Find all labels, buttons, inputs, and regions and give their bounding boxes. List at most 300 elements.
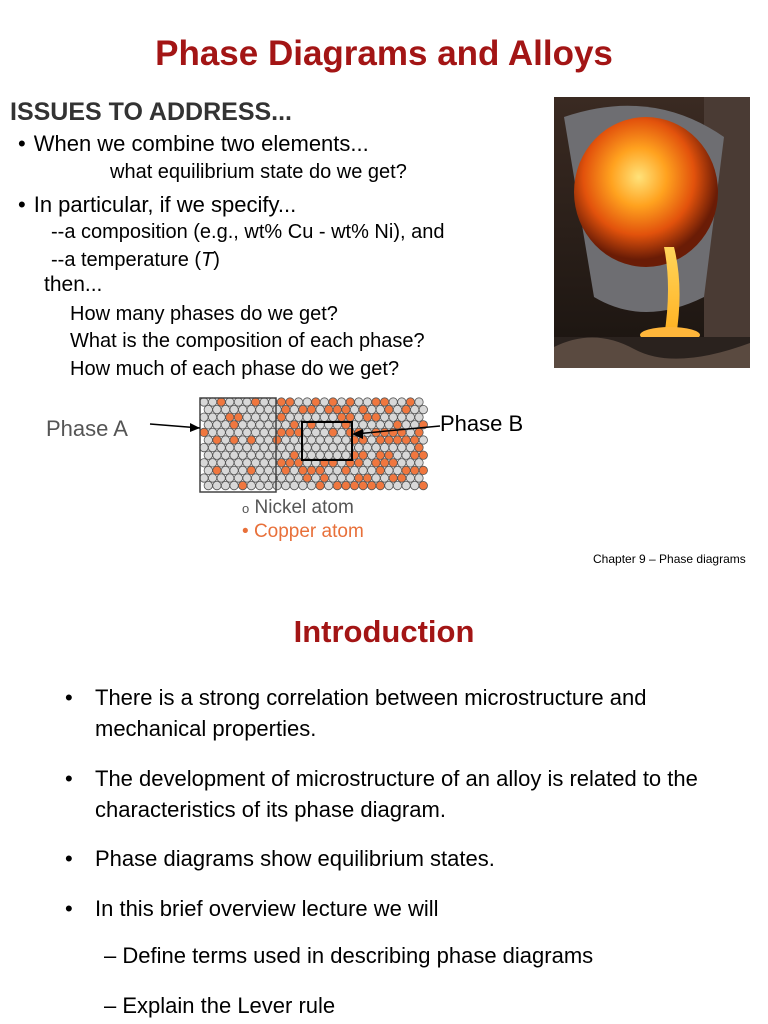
nickel-atom: [251, 443, 259, 451]
nickel-atom: [221, 481, 229, 489]
nickel-atom: [243, 413, 251, 421]
copper-atom: [316, 466, 324, 474]
nickel-atom: [256, 405, 264, 413]
copper-atom: [299, 466, 307, 474]
copper-atom: [226, 413, 234, 421]
copper-atom: [213, 466, 221, 474]
nickel-atom: [256, 451, 264, 459]
nickel-atom: [239, 466, 247, 474]
copper-atom: [200, 428, 208, 436]
nickel-atom: [290, 466, 298, 474]
nickel-atom: [350, 405, 358, 413]
copper-atom: [290, 421, 298, 429]
copper-atom: [329, 428, 337, 436]
copper-marker-icon: •: [242, 521, 249, 542]
copper-atom: [303, 474, 311, 482]
copper-atom: [282, 466, 290, 474]
nickel-atom: [260, 413, 268, 421]
nickel-atom: [208, 398, 216, 406]
nickel-atom: [221, 421, 229, 429]
bullet-specify: • In particular, if we specify...: [18, 192, 296, 218]
intro-bullet-text: The development of microstructure of an alloy is related to the characteristics of its phase diagram.: [95, 766, 698, 822]
nickel-atom: [380, 474, 388, 482]
copper-atom: [419, 481, 427, 489]
nickel-atom: [376, 405, 384, 413]
copper-atom: [406, 398, 414, 406]
copper-atom: [217, 398, 225, 406]
copper-atom: [355, 474, 363, 482]
copper-atom: [350, 481, 358, 489]
nickel-atom: [389, 398, 397, 406]
sub-item-text: Define terms used in describing phase diagrams: [122, 943, 594, 968]
nickel-atom: [411, 405, 419, 413]
nickel-atom: [243, 398, 251, 406]
nickel-atom: [256, 421, 264, 429]
nickel-atom: [208, 474, 216, 482]
nickel-atom: [372, 474, 380, 482]
nickel-atom: [376, 421, 384, 429]
nickel-atom: [273, 451, 281, 459]
copper-atom: [402, 405, 410, 413]
nickel-atom: [200, 398, 208, 406]
copper-atom: [337, 413, 345, 421]
slide-title: Phase Diagrams and Alloys: [155, 34, 613, 73]
nickel-atom: [264, 405, 272, 413]
nickel-atom: [273, 421, 281, 429]
bullet-dot-icon: •: [65, 685, 73, 710]
nickel-atom: [359, 421, 367, 429]
nickel-atom: [406, 413, 414, 421]
nickel-atom: [342, 436, 350, 444]
bullet-dot-icon: •: [65, 896, 73, 921]
copper-atom: [380, 459, 388, 467]
nickel-atom: [264, 466, 272, 474]
bullet-combine-elements: • When we combine two elements...: [18, 131, 369, 157]
nickel-atom: [320, 413, 328, 421]
nickel-atom: [247, 451, 255, 459]
nickel-atom: [346, 474, 354, 482]
copper-atom: [333, 481, 341, 489]
nickel-atom: [230, 451, 238, 459]
nickel-atom: [239, 405, 247, 413]
nickel-atom: [380, 443, 388, 451]
nickel-atom: [333, 451, 341, 459]
nickel-atom: [368, 421, 376, 429]
copper-atom: [415, 428, 423, 436]
nickel-atom: [213, 421, 221, 429]
nickel-atom: [290, 405, 298, 413]
nickel-atom: [368, 466, 376, 474]
nickel-atom: [350, 466, 358, 474]
copper-atom: [282, 405, 290, 413]
legend-nickel-label: Nickel atom: [254, 497, 354, 518]
nickel-atom: [226, 398, 234, 406]
nickel-atom: [282, 421, 290, 429]
copper-atom: [290, 451, 298, 459]
molten-metal-photo: [554, 97, 750, 368]
copper-atom: [372, 459, 380, 467]
nickel-atom: [355, 398, 363, 406]
nickel-atom: [277, 443, 285, 451]
copper-atom: [380, 398, 388, 406]
copper-atom: [273, 436, 281, 444]
phase-a-label: Phase A: [46, 416, 128, 441]
nickel-atom: [273, 405, 281, 413]
bullet-dot-icon: •: [65, 846, 73, 871]
copper-atom: [398, 474, 406, 482]
nickel-atom: [337, 474, 345, 482]
nickel-atom: [329, 443, 337, 451]
nickel-atom: [221, 466, 229, 474]
nickel-atom: [312, 428, 320, 436]
nickel-atom: [204, 421, 212, 429]
nickel-atom: [234, 428, 242, 436]
nickel-atom: [393, 451, 401, 459]
bullet-temperature: [51, 249, 220, 272]
nickel-atom: [316, 436, 324, 444]
nickel-atom: [320, 443, 328, 451]
intro-bullet-text: There is a strong correlation between microstructure and mechanical properties.: [95, 685, 647, 741]
nickel-atom: [247, 421, 255, 429]
footer-chapter: Chapter 9 – Phase diagrams: [593, 552, 746, 566]
nickel-atom: [316, 451, 324, 459]
nickel-atom: [368, 451, 376, 459]
copper-atom: [277, 428, 285, 436]
nickel-atom: [230, 481, 238, 489]
nickel-atom: [333, 436, 341, 444]
nickel-atom: [325, 481, 333, 489]
nickel-atom: [264, 481, 272, 489]
nickel-atom: [273, 481, 281, 489]
issues-heading: ISSUES TO ADDRESS...: [10, 98, 293, 126]
nickel-atom: [264, 421, 272, 429]
nickel-atom: [200, 413, 208, 421]
nickel-atom: [406, 474, 414, 482]
copper-atom: [376, 436, 384, 444]
nickel-atom: [355, 443, 363, 451]
nickel-atom: [393, 405, 401, 413]
copper-atom: [402, 466, 410, 474]
nickel-atom: [312, 474, 320, 482]
copper-atom: [307, 405, 315, 413]
nickel-atom: [286, 413, 294, 421]
nickel-atom: [303, 428, 311, 436]
nickel-atom: [277, 474, 285, 482]
nickel-atom: [359, 466, 367, 474]
nickel-marker-icon: o: [242, 501, 250, 516]
copper-atom: [277, 459, 285, 467]
nickel-atom: [217, 474, 225, 482]
nickel-atom: [406, 459, 414, 467]
nickel-atom: [299, 481, 307, 489]
nickel-atom: [217, 428, 225, 436]
nickel-atom: [312, 443, 320, 451]
copper-atom: [411, 466, 419, 474]
nickel-atom: [251, 459, 259, 467]
nickel-atom: [282, 436, 290, 444]
nickel-atom: [247, 481, 255, 489]
nickel-atom: [234, 459, 242, 467]
nickel-atom: [204, 481, 212, 489]
copper-atom: [320, 474, 328, 482]
copper-atom: [359, 481, 367, 489]
nickel-atom: [256, 466, 264, 474]
nickel-atom: [251, 474, 259, 482]
nickel-atom: [325, 466, 333, 474]
copper-atom: [368, 481, 376, 489]
nickel-atom: [204, 436, 212, 444]
copper-atom: [372, 413, 380, 421]
copper-atom: [363, 413, 371, 421]
nickel-atom: [393, 481, 401, 489]
nickel-atom: [307, 481, 315, 489]
nickel-atom: [406, 443, 414, 451]
nickel-atom: [251, 413, 259, 421]
sub-item-lever-rule: – Explain the Lever rule: [104, 993, 336, 1018]
then-text: then...: [44, 273, 103, 296]
nickel-atom: [226, 428, 234, 436]
atom-lattice: [200, 398, 428, 490]
nickel-atom: [398, 413, 406, 421]
nickel-atom: [260, 443, 268, 451]
nickel-atom: [342, 451, 350, 459]
copper-atom: [342, 481, 350, 489]
nickel-atom: [213, 451, 221, 459]
copper-atom: [359, 405, 367, 413]
nickel-atom: [264, 436, 272, 444]
nickel-atom: [286, 443, 294, 451]
microstructure-diagram: [140, 392, 450, 502]
copper-atom: [385, 436, 393, 444]
nickel-atom: [282, 481, 290, 489]
copper-atom: [329, 398, 337, 406]
nickel-atom: [226, 459, 234, 467]
nickel-atom: [226, 443, 234, 451]
nickel-atom: [415, 459, 423, 467]
nickel-atom: [226, 474, 234, 482]
copper-atom: [376, 466, 384, 474]
copper-atom: [355, 459, 363, 467]
copper-atom: [234, 413, 242, 421]
nickel-atom: [282, 451, 290, 459]
nickel-atom: [243, 474, 251, 482]
copper-atom: [299, 405, 307, 413]
nickel-atom: [329, 474, 337, 482]
nickel-atom: [402, 481, 410, 489]
bullet-composition: --a composition (e.g., wt% Cu - wt% Ni), and: [51, 221, 445, 243]
nickel-atom: [230, 405, 238, 413]
nickel-atom: [363, 398, 371, 406]
question-2: What is the composition of each phase?: [70, 330, 425, 352]
nickel-atom: [208, 413, 216, 421]
nickel-atom: [363, 443, 371, 451]
nickel-atom: [372, 443, 380, 451]
copper-atom: [342, 405, 350, 413]
nickel-atom: [217, 413, 225, 421]
copper-atom: [385, 451, 393, 459]
sub-item-define-terms: – Define terms used in describing phase diagrams: [104, 943, 594, 968]
nickel-atom: [264, 451, 272, 459]
copper-atom: [247, 466, 255, 474]
copper-atom: [325, 405, 333, 413]
question-3: How much of each phase do we get?: [70, 358, 400, 380]
nickel-atom: [320, 398, 328, 406]
nickel-atom: [329, 413, 337, 421]
nickel-atom: [303, 443, 311, 451]
nickel-atom: [260, 474, 268, 482]
nickel-atom: [208, 428, 216, 436]
copper-atom: [307, 466, 315, 474]
bullet-combine-sub: what equilibrium state do we get?: [110, 161, 407, 183]
nickel-atom: [204, 451, 212, 459]
nickel-atom: [290, 436, 298, 444]
nickel-atom: [217, 443, 225, 451]
nickel-atom: [213, 481, 221, 489]
copper-atom: [342, 466, 350, 474]
copper-atom: [359, 451, 367, 459]
nickel-atom: [368, 436, 376, 444]
nickel-atom: [363, 459, 371, 467]
nickel-atom: [398, 398, 406, 406]
nickel-atom: [303, 398, 311, 406]
nickel-atom: [402, 451, 410, 459]
copper-atom: [376, 481, 384, 489]
copper-atom: [402, 436, 410, 444]
nickel-atom: [234, 398, 242, 406]
nickel-atom: [294, 474, 302, 482]
nickel-atom: [355, 413, 363, 421]
nickel-atom: [260, 398, 268, 406]
nickel-atom: [260, 459, 268, 467]
copper-atom: [286, 398, 294, 406]
nickel-atom: [337, 398, 345, 406]
nickel-atom: [411, 481, 419, 489]
nickel-atom: [243, 459, 251, 467]
nickel-atom: [325, 436, 333, 444]
nickel-atom: [312, 413, 320, 421]
intro-title: Introduction: [293, 614, 475, 649]
nickel-atom: [402, 421, 410, 429]
sub-item-text: Explain the Lever rule: [122, 993, 336, 1018]
nickel-atom: [294, 413, 302, 421]
temperature-var: T: [201, 249, 214, 271]
copper-atom: [247, 436, 255, 444]
nickel-atom: [213, 405, 221, 413]
copper-atom: [230, 421, 238, 429]
copper-atom: [372, 398, 380, 406]
nickel-atom: [389, 443, 397, 451]
copper-atom: [380, 428, 388, 436]
nickel-atom: [243, 428, 251, 436]
copper-atom: [277, 413, 285, 421]
nickel-atom: [337, 443, 345, 451]
nickel-atom: [385, 481, 393, 489]
nickel-atom: [208, 459, 216, 467]
nickel-atom: [303, 413, 311, 421]
question-1: How many phases do we get?: [70, 303, 338, 325]
nickel-atom: [239, 436, 247, 444]
copper-atom: [286, 428, 294, 436]
nickel-atom: [256, 436, 264, 444]
copper-atom: [376, 451, 384, 459]
nickel-atom: [385, 421, 393, 429]
copper-atom: [286, 459, 294, 467]
copper-atom: [411, 436, 419, 444]
copper-atom: [213, 436, 221, 444]
nickel-atom: [260, 428, 268, 436]
copper-atom: [389, 459, 397, 467]
copper-atom: [393, 436, 401, 444]
copper-atom: [346, 413, 354, 421]
nickel-atom: [221, 451, 229, 459]
nickel-atom: [200, 459, 208, 467]
copper-atom: [251, 398, 259, 406]
nickel-atom: [273, 466, 281, 474]
copper-atom: [239, 481, 247, 489]
nickel-atom: [398, 459, 406, 467]
copper-atom: [346, 398, 354, 406]
intro-bullet-text: Phase diagrams show equilibrium states.: [95, 846, 495, 871]
nickel-atom: [368, 405, 376, 413]
copper-atom: [393, 421, 401, 429]
molten-metal-image: [554, 97, 750, 368]
nickel-atom: [380, 413, 388, 421]
nickel-atom: [415, 398, 423, 406]
nickel-atom: [316, 405, 324, 413]
nickel-atom: [337, 428, 345, 436]
nickel-atom: [200, 443, 208, 451]
copper-atom: [277, 398, 285, 406]
nickel-atom: [307, 436, 315, 444]
legend-nickel: [242, 497, 354, 519]
nickel-atom: [204, 405, 212, 413]
nickel-atom: [320, 428, 328, 436]
nickel-atom: [200, 474, 208, 482]
nickel-atom: [239, 451, 247, 459]
nickel-atom: [294, 398, 302, 406]
nickel-atom: [230, 466, 238, 474]
nickel-atom: [221, 436, 229, 444]
nickel-atom: [290, 481, 298, 489]
copper-atom: [333, 405, 341, 413]
nickel-atom: [307, 451, 315, 459]
nickel-atom: [333, 466, 341, 474]
copper-atom: [411, 451, 419, 459]
nickel-atom: [234, 443, 242, 451]
copper-atom: [415, 443, 423, 451]
nickel-atom: [346, 443, 354, 451]
nickel-atom: [239, 421, 247, 429]
nickel-atom: [286, 474, 294, 482]
intro-bullet-text: In this brief overview lecture we will: [95, 896, 439, 921]
nickel-atom: [325, 451, 333, 459]
nickel-atom: [389, 413, 397, 421]
copper-atom: [389, 474, 397, 482]
nickel-atom: [204, 466, 212, 474]
phase-b-label: Phase B: [440, 411, 524, 436]
nickel-atom: [234, 474, 242, 482]
copper-atom: [419, 451, 427, 459]
temperature-prefix: --a temperature (: [51, 249, 202, 271]
copper-atom: [316, 481, 324, 489]
nickel-atom: [419, 436, 427, 444]
bullet-dot-icon: •: [65, 766, 73, 791]
nickel-atom: [385, 466, 393, 474]
legend-copper: [242, 521, 364, 543]
nickel-atom: [415, 474, 423, 482]
copper-atom: [419, 466, 427, 474]
copper-atom: [312, 398, 320, 406]
